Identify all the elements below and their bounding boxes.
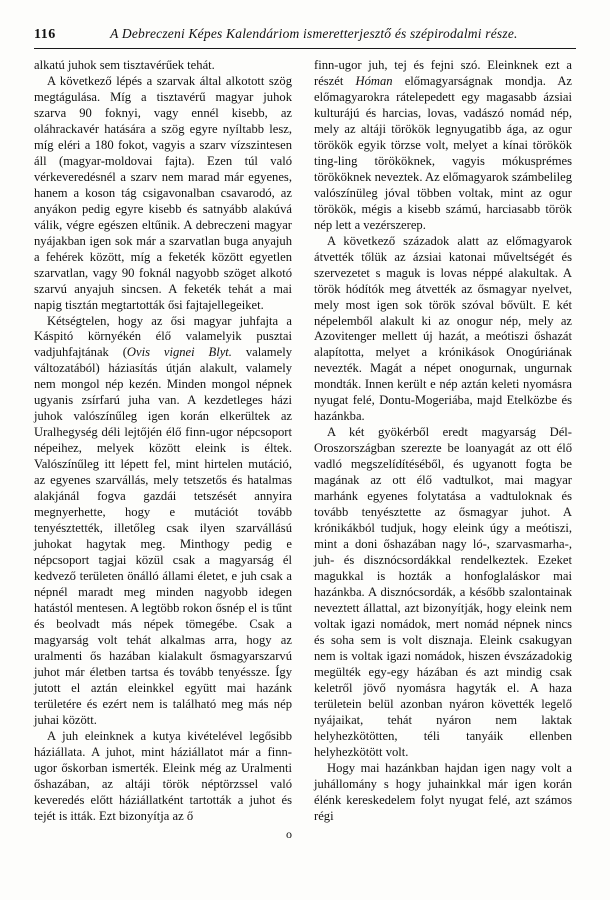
- two-column-body: [34, 58, 576, 876]
- paragraph: Hogy mai hazánkban hajdan igen nagy volt a juhállomány s hogy juhainkkal már igen korán élénk kereskedelem folyt nyugat felé, azt számos régi: [314, 760, 572, 823]
- paragraph: alkatú juhok sem tisztavérűek tehát.: [34, 58, 215, 72]
- paragraph: A juh eleinknek a kutya kivételével legősibb háziállata. A juhot, mint háziállatot már a finn-ugor őskorban ismerték. Eleink még az Uralmenti őshazában, az altáji török néptörzssel való keveredés előtt háziállatként tartották a juhot és tejét is itták. Ezt bizonyítja az ő: [34, 728, 292, 823]
- paragraph: Kétségtelen, hogy az ősi magyar juhfajta a Káspitó környékén élő valamelyik pusztai vadjuhfajtának (Ovis vignei Blyt. valamely változatából) háziasítás útján alakult, valamely nem mongol nép kezén. Minden mongol népnek ugyanis zsírfarú juha van. A kezdetleges házi juhok valószínűleg igen korán elkerültek az Uralhegység déli lejtőjén élő finn-ugor népcsoport népeihez, melyek között eleink is éltek. Valószínűleg itt lépett fel, mint hirtelen mutáció, az egyenes szarvállás, mely tetszetős és hatalmas alakjánál fogva gazdái tetszését annyira megnyerhette, hogy e mutációt tovább tenyésztették, illetőleg csak ilyen szarvállású juhokat hagytak meg. Minthogy pedig e népcsoport tagjai közül csak a magyarság él kedvező területen önálló állami életet, e juh csak a népnél maradt meg minden nagyobb idegen hatástól mentesen. A legtöbb rokon ősnép el is tűnt és beolvadt más népek tömegébe. Csak a magyarság volt tehát alkalmas arra, hogy az uralmenti ős hazában kialakult ősmagyarszarvú juhot már életben tartsa és tovább tenyéssze. Így jutott el aztán eleinkkel együtt mai hazánk területére és ezért nem is található meg más nép juhai között.: [34, 313, 292, 727]
- paragraph: A két gyökérből eredt magyarság Dél-Oroszországban szerezte be loanyagát az ott élő vadló megszelídítéséből, és ugyanott fogta be magának az ott élő vadtulkot, mai magyar marhánk egyenes folytatása a vadtuloknak és tovább tenyésztette az ősmagyar juhot. A krónikákból tudjuk, hogy eleink úgy a meótiszi, mint a doni őshazában nagy ló-, szarvasmarha-, juh- és disznócsordákkal rendelkeztek. Ezeket magukkal is hozták a honfoglaláskor mai hazánkba. A disznócsordák, a később szalontainak neveztett állattal, azt bizonyítják, hogy eleink nem voltak igazi nomádok, mert nomád népnek nincs és soha sem is volt disznaja. Eleink csakugyan nem is voltak igazi nomádok, hiszen évszázadokig megülték egy-egy házában és azt mindig csak keletről jövő nyomásra hagyták el. A haza területein belül azonban nyáron követték legelő nyájaikat, tehát nyáron nem laktak helyhezkötötten, téli tanyáik ellenben helyhezkötött volt.: [314, 425, 572, 759]
- left-column: [34, 58, 292, 876]
- catchword: o: [286, 826, 292, 841]
- right-column: [314, 58, 572, 876]
- running-title: A Debreczeni Képes Kalendáriom ismeretterjesztő és szépirodalmi része.: [110, 26, 518, 41]
- running-head: [34, 26, 576, 46]
- paragraph: A következő századok alatt az előmagyarok átvették tőlük az ázsiai katonai műveltségét és szervezetet s maguk is lovas néppé alakultak. A török hódítók meg átvették az ősmagyar nyelvet, mely most igen sok török szóval bővült. E két népelemből alakult ki az onogur nép, mely az Azovitenger mellett új hazát, a meótiszi őshazát alapította, melyet a krónikások Onogúriának nevezték. Magát a népet onogurnak, ungurnak mondták. Innen került e nép aztán keleti nyomásra nyugat felé, Dontu-Mogeriába, majd Etelközbe és hazánkba.: [314, 233, 572, 424]
- paragraph: finn-ugor juh, tej és fejni szó. Eleinknek ezt a részét Hóman előmagyarságnak mondja. Az előmagyarokra rátelepedett egy magasabb ázsiai kulturájú és harcias, lovas, vadászó nomád nép, mely az altáji törökök legnyugatibb ága, az ogur törökök egyik törzse volt, melyet a kínai törökök ting-ling törököknek, vagyis mókusprémes törököknek neveztek. Az előmagyarok számbelileg valószínüleg jóval többen voltak, mint az ogur törökök, mégis a kisebb számú, harciasabb török nép lett a vezérszerep.: [314, 58, 573, 232]
- page-number: 116: [34, 27, 56, 42]
- header-rule: [34, 48, 576, 49]
- paragraph: A következő lépés a szarvak által alkotott szög megtágulása. Míg a tisztavérű magyar juhok szarva 90 foknyi, vagy ennél kisebb, az oláhrackavér hatására a szög egyre nyíltabb lesz, míg eléri a 180 fokot, vagyis a szarv vízszintesen áll (magyar-moldovai fajta). Ezen túl való vérkeveredésnél a szarv nem marad már egyenes, hanem a koson tág csigavonalban csavarodó, az anyákon pedig egyre kisebb és satnyább alakúvá válik, végre egészen eltűnik. A debreczeni magyar nyájakban igen sok már a szarvatlan buga anyajuh a fehérek között, míg a feketék között egyetlen szarvatlan, vagy 90 foknál nagyobb szöget alkotó szarvú anyajuh sincsen. A feketék tehát a mai napig tisztán megtartották ősi fajtajellegeiket.: [34, 73, 292, 312]
